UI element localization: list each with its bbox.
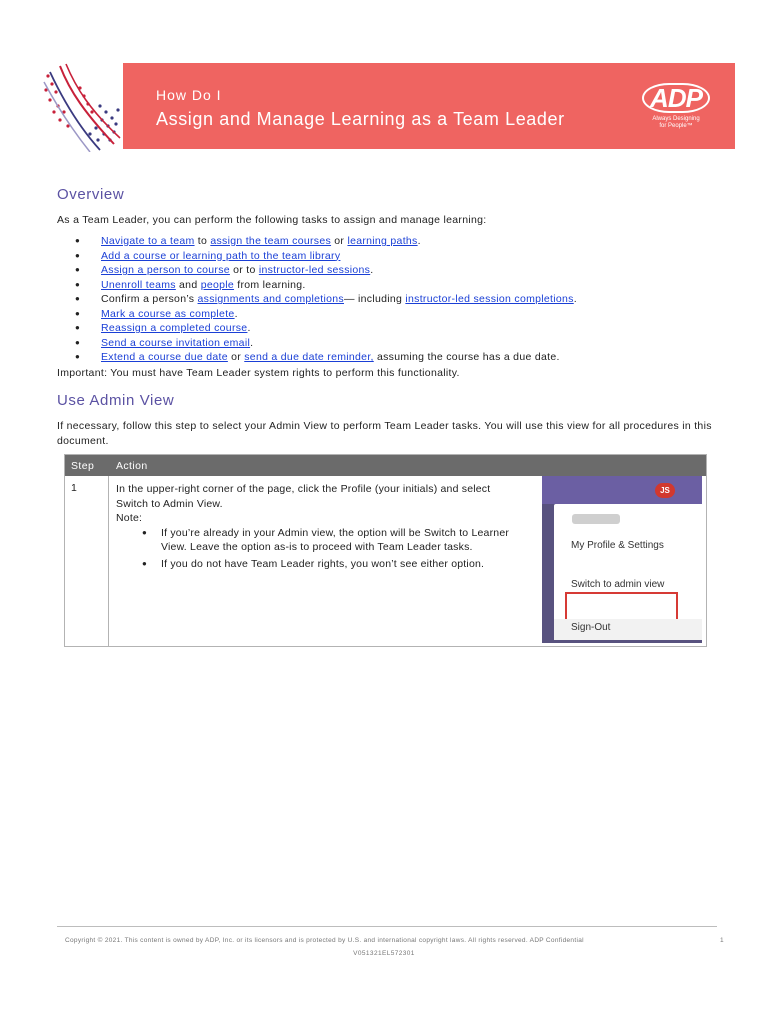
instruction-part: . [219, 497, 223, 510]
task-text: to [194, 235, 211, 247]
task-list-item [58, 336, 718, 351]
profile-menu-screenshot [542, 476, 702, 643]
task-text: and [175, 278, 201, 291]
task-link[interactable]: Assign a person to course [101, 264, 230, 276]
task-list-item [58, 234, 718, 249]
task-text: or [331, 235, 348, 247]
task-list-item [58, 292, 718, 307]
task-text: Confirm a person’s [101, 293, 198, 305]
task-list-item [58, 307, 718, 322]
column-header-action: Action [116, 460, 148, 472]
highlight-box [565, 592, 678, 621]
overview-task-list [58, 234, 718, 365]
adp-logo-tagline-2: for People™ [659, 123, 693, 129]
task-link[interactable]: Add a course or learning path to the team library [101, 249, 341, 262]
instruction-part: In the upper-right corner of the page, click the [116, 483, 341, 495]
overview-intro: As a Team Leader, you can perform the following tasks to assign and manage learning: [57, 214, 487, 226]
step-action-text [116, 482, 536, 571]
decorative-dots-graphic [40, 62, 124, 152]
task-text: or [227, 351, 245, 363]
screenshot-top-bar [542, 476, 702, 504]
task-link[interactable]: assign the team courses [210, 235, 332, 247]
task-link[interactable]: Reassign a completed course [101, 322, 248, 334]
admin-view-heading: Use Admin View [57, 392, 175, 409]
task-link[interactable]: Extend a course due date [101, 351, 228, 363]
step-instruction [116, 482, 536, 511]
important-note [57, 366, 460, 381]
header-banner [123, 63, 735, 149]
document-version: V051321EL572301 [353, 950, 415, 957]
important-text: : You must have Team Leader system rights to perform this functionality. [104, 367, 460, 379]
note-item: ● If you do not have Team Leader rights, you won’t see either option. [116, 557, 536, 572]
profile-term: Profile [340, 483, 372, 495]
switch-admin-term: Switch to Admin View [116, 497, 220, 510]
task-text: . [573, 293, 577, 305]
footer-divider [57, 926, 717, 927]
instruction-part: (your initials) and select [371, 483, 491, 495]
adp-logo-tagline-1: Always Designing [652, 116, 700, 122]
task-text: . [247, 322, 251, 334]
task-text: or to [229, 264, 259, 276]
task-link[interactable]: instructor-led sessions [258, 264, 371, 276]
overview-heading: Overview [57, 186, 125, 203]
task-list-item [58, 321, 718, 336]
task-link[interactable]: Unenroll teams [101, 278, 176, 291]
task-link[interactable]: Mark a course as complete [101, 307, 235, 320]
menu-item-switch-admin: Switch to admin view [571, 579, 665, 590]
task-text: . [370, 264, 374, 276]
adp-logo [641, 83, 711, 130]
column-header-step: Step [71, 460, 95, 472]
profile-dropdown-menu [554, 504, 702, 640]
task-link[interactable]: instructor-led session completions [405, 293, 574, 305]
task-link[interactable]: Navigate to a team [101, 235, 195, 247]
step-number: 1 [71, 482, 77, 494]
admin-view-intro: If necessary, follow this step to select your Admin View to perform Team Leader tasks. You will use this view for all procedures in this document. [57, 420, 712, 447]
task-text: from learning. [234, 278, 306, 291]
menu-item-profile-settings: My Profile & Settings [571, 540, 664, 551]
task-list-item [58, 350, 718, 365]
task-text: — including [343, 293, 406, 305]
task-link[interactable]: Send a course invitation email [101, 336, 251, 349]
task-link[interactable]: send a due date reminder, [244, 351, 374, 363]
profile-avatar: JS [655, 483, 675, 498]
task-text: . [250, 336, 254, 349]
note-label: Note: [116, 512, 143, 524]
adp-logo-mark: ADP [642, 83, 710, 113]
note-list [116, 526, 536, 572]
task-text: assuming the course has a due date. [373, 351, 560, 363]
task-link[interactable]: assignments and completions [197, 293, 344, 305]
important-label: Important [57, 367, 105, 379]
note-item: ● If you’re already in your Admin view, the option will be Switch to Learner View. Leave the option as-is to proceed with Team Leader tasks. [116, 526, 536, 555]
table-header-row [65, 455, 706, 476]
footer-copyright: Copyright © 2021. This content is owned by ADP, Inc. or its licensors and is protected by U.S. and international copyright laws. All rights reserved. ADP Confidential [65, 937, 584, 944]
task-list-item [58, 263, 718, 278]
task-text: . [417, 235, 421, 247]
blurred-user-name [572, 514, 620, 524]
header-subtitle: How Do I [156, 87, 222, 103]
document-title: Assign and Manage Learning as a Team Leader [156, 109, 565, 129]
task-link[interactable]: learning paths [347, 235, 418, 247]
page-number: 1 [720, 937, 724, 944]
column-divider [108, 476, 109, 647]
task-list-item [58, 249, 718, 264]
menu-item-sign-out: Sign-Out [571, 622, 611, 633]
task-text: . [234, 307, 238, 320]
task-link[interactable]: people [200, 278, 235, 291]
task-list-item [58, 278, 718, 293]
